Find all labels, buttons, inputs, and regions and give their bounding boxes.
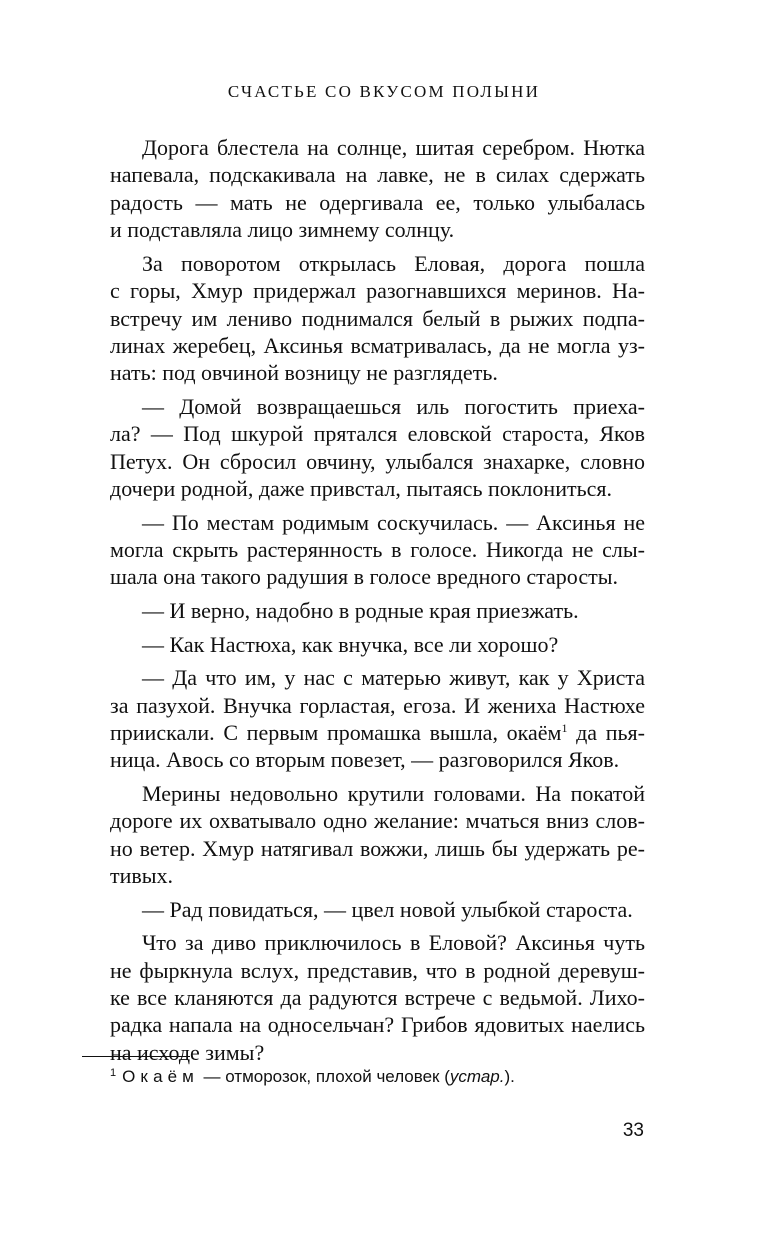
- text-line: линах жеребец, Аксинья всматривалась, да не могла уз-: [110, 332, 645, 358]
- text-fragment: приискали. С первым промашка вышла, окаём: [110, 719, 562, 745]
- text-line: на исходе зимы?: [110, 1039, 265, 1065]
- text-line: дочери родной, даже привстал, пытаясь поклониться.: [110, 476, 612, 502]
- running-head: СЧАСТЬЕ СО ВКУСОМ ПОЛЫНИ: [227, 82, 541, 101]
- text-line: — По местам родимым соскучилась. — Аксинья не: [142, 509, 645, 535]
- paragraph: [110, 929, 645, 1066]
- paragraph: [110, 393, 645, 503]
- text-line: Мерины недовольно крутили головами. На покатой: [142, 780, 645, 806]
- footnote-closing: ).: [504, 1067, 515, 1086]
- paragraph: [110, 780, 645, 890]
- text-line: Дорога блестела на солнце, шитая серебром. Нютка: [142, 135, 645, 160]
- footnote-number: 1: [110, 1067, 117, 1079]
- text-line: не фыркнула вслух, представив, что в родной деревуш-: [110, 957, 645, 983]
- paragraph: [110, 896, 645, 923]
- text-line: нать: под овчиной возницу не разглядеть.: [110, 360, 498, 386]
- page-number: 33: [622, 1120, 644, 1141]
- text-line: ница. Авось со вторым повезет, — разговорился Яков.: [110, 747, 620, 773]
- footnote-definition: — отморозок, плохой человек (: [198, 1067, 450, 1086]
- paragraph: [110, 134, 645, 244]
- text-line: могла скрыть растерянность в голосе. Никогда не слы-: [110, 537, 645, 563]
- footnote-divider: [82, 1056, 190, 1057]
- text-line: за пазухой. Внучка горластая, егоза. И жениха Настюхе: [110, 692, 645, 718]
- text-line: радка напала на односельчан? Грибов ядовитых наелись: [110, 1012, 645, 1038]
- text-line: — Домой возвращаешься иль погостить приеха-: [142, 393, 645, 419]
- text-line: Что за диво приключилось в Еловой? Аксинья чуть: [142, 930, 645, 956]
- text-line: радость — мать не одергивала ее, только улыбалась: [110, 189, 645, 215]
- text-line: но ветер. Хмур натягивал вожжи, лишь бы удержать ре-: [110, 835, 645, 861]
- text-line: дороге их охватывало одно желание: мчаться вниз слов-: [110, 808, 645, 834]
- text-line: ке все кланяются да радуются встрече с ведьмой. Лихо-: [110, 985, 645, 1011]
- body-text: [110, 134, 645, 1066]
- footnote-abbreviation: устар.: [449, 1067, 505, 1086]
- text-line: За поворотом открылась Еловая, дорога пошла: [142, 250, 645, 276]
- text-line: и подставляла лицо зимнему солнцу.: [110, 217, 455, 243]
- paragraph: [110, 509, 645, 591]
- footnote-reference: 1: [561, 720, 568, 735]
- text-line: — Да что им, у нас с матерью живут, как у Христа: [142, 665, 645, 691]
- text-line: шала она такого радушия в голосе вредного старосты.: [110, 564, 618, 590]
- paragraph: [110, 664, 645, 774]
- text-line-with-footnote: [110, 719, 645, 746]
- text-line: — Рад повидаться, — цвел новой улыбкой староста.: [142, 896, 633, 922]
- text-line: — Как Настюха, как внучка, все ли хорошо?: [142, 631, 559, 657]
- text-fragment: да пья-: [567, 719, 645, 745]
- footnote-term: Окаём: [122, 1067, 199, 1086]
- paragraph: [110, 250, 645, 387]
- paragraph: [110, 631, 645, 658]
- footnote: [110, 1067, 515, 1087]
- text-line: ла? — Под шкурой прятался еловской староста, Яков: [110, 421, 645, 447]
- text-line: Петух. Он сбросил овчину, улыбался знахарке, словно: [110, 448, 645, 474]
- text-line: встречу им лениво поднимался белый в рыжих подпа-: [110, 305, 645, 331]
- paragraph: [110, 597, 645, 624]
- text-line: тивых.: [110, 863, 174, 889]
- text-line: напевала, подскакивала на лавке, не в силах сдержать: [110, 162, 645, 188]
- text-line: — И верно, надобно в родные края приезжать.: [142, 598, 579, 623]
- text-line: с горы, Хмур придержал разогнавшихся меринов. На-: [110, 278, 645, 304]
